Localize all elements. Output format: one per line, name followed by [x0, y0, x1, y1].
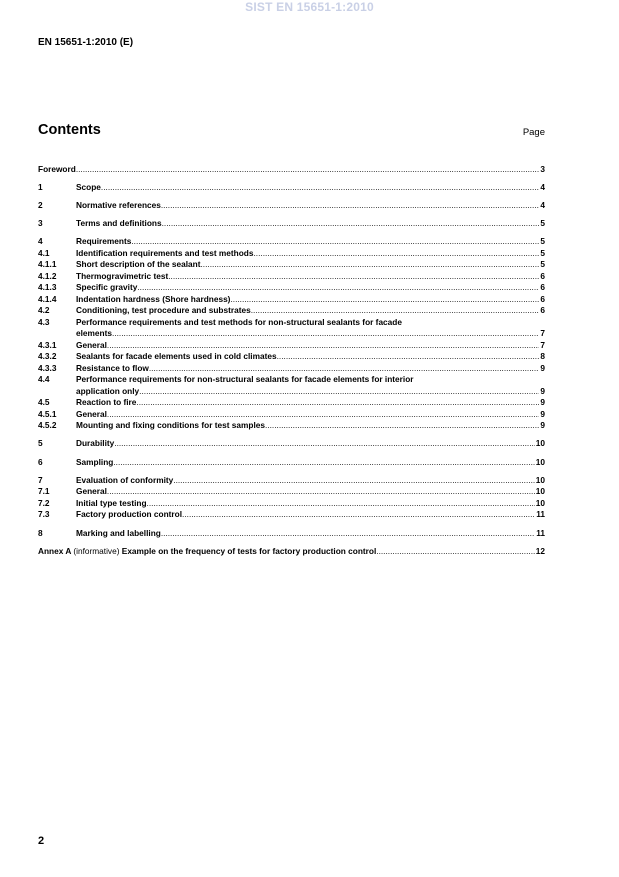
- leader-dots: [161, 528, 535, 539]
- toc-entry-number: 4.2: [38, 305, 50, 316]
- toc-entry-number: 4.1.2: [38, 270, 57, 281]
- toc-entry-number: 5: [38, 438, 43, 449]
- toc-entry-page: 4: [540, 181, 545, 192]
- toc-entry-page: 5: [540, 247, 545, 258]
- toc-entry-page: 6: [540, 305, 545, 316]
- toc-entry[interactable]: [38, 527, 545, 539]
- toc-entry-page: 10: [535, 438, 545, 449]
- leader-dots: [182, 509, 535, 520]
- document-reference: EN 15651-1:2010 (E): [38, 37, 134, 48]
- toc-entry[interactable]: [38, 397, 545, 409]
- toc-entry-title: application only: [76, 385, 140, 396]
- toc-entry-page: 10: [535, 497, 545, 508]
- toc-entry[interactable]: [38, 293, 545, 305]
- leader-dots: [277, 351, 540, 362]
- toc-entry-title: General: [76, 408, 107, 419]
- toc-entry-number: 1: [38, 181, 43, 192]
- toc-entry-title: Short description of the sealant: [76, 259, 201, 270]
- leader-dots: [107, 340, 539, 351]
- leader-dots: [147, 498, 535, 509]
- toc-entry[interactable]: [38, 474, 545, 486]
- toc-entry[interactable]: [38, 270, 545, 282]
- toc-entry-page: 9: [540, 420, 545, 431]
- leader-dots: [200, 259, 539, 270]
- toc-entry-title: Identification requirements and test methods: [76, 247, 254, 258]
- toc-entry-title: Durability: [76, 438, 115, 449]
- page-number: 2: [38, 835, 45, 847]
- toc-entry-page: 5: [540, 259, 545, 270]
- toc-entry-page: 12: [535, 545, 545, 556]
- toc-entry-title: elements: [76, 328, 112, 339]
- toc-entry-title: Resistance to flow: [76, 362, 149, 373]
- leader-dots: [131, 236, 539, 247]
- toc-entry-page: 10: [535, 456, 545, 467]
- toc-entry-title: Thermogravimetric test: [76, 270, 169, 281]
- toc-entry-page: 8: [540, 351, 545, 362]
- toc-entry[interactable]: [38, 456, 545, 468]
- annex-informative-note: (informative): [73, 545, 120, 556]
- toc-entry-number: 2: [38, 199, 43, 210]
- toc-entry-number: 4.3.3: [38, 362, 57, 373]
- toc-entry-title: Evaluation of conformity: [76, 474, 174, 485]
- toc-entry-page: 11: [536, 509, 545, 520]
- toc-entry-page: 9: [540, 362, 545, 373]
- leader-dots: [254, 248, 540, 259]
- leader-dots: [149, 363, 540, 374]
- toc-entry-page: 10: [535, 474, 545, 485]
- toc-entry-title: Sampling: [76, 456, 114, 467]
- toc-entry-title: Terms and definitions: [76, 218, 162, 229]
- leader-dots: [136, 397, 539, 408]
- toc-entry-page: 10: [535, 486, 545, 497]
- leader-dots: [162, 218, 540, 229]
- toc-entry-title-line1: Performance requirements and test methods for non-structural sealants for facade: [76, 316, 402, 327]
- toc-entry-foreword[interactable]: [38, 163, 545, 175]
- watermark: SIST EN 15651-1:2010: [245, 0, 374, 14]
- toc-entry-number: 4.1.3: [38, 282, 57, 293]
- toc-entry[interactable]: [38, 199, 545, 211]
- toc-entry[interactable]: [38, 305, 545, 317]
- toc-entry[interactable]: [38, 362, 545, 374]
- toc-entry[interactable]: [38, 218, 545, 230]
- toc-entry-number: 3: [38, 218, 43, 229]
- leader-dots: [251, 305, 540, 316]
- toc-entry-multiline[interactable]: [38, 374, 545, 397]
- toc-entry-number: 7: [38, 474, 43, 485]
- toc-entry-number: 6: [38, 456, 43, 467]
- toc-entry-title: Factory production control: [76, 509, 183, 520]
- leader-dots: [113, 457, 534, 468]
- toc-entry[interactable]: [38, 339, 545, 351]
- toc-entry-page: 9: [540, 385, 545, 396]
- toc-entry-number: 4.4: [38, 374, 50, 385]
- toc-entry-title-line1: Performance requirements for non-structural sealants for facade elements for interior: [76, 374, 414, 385]
- toc-entry-page: 5: [540, 236, 545, 247]
- toc-entry-page: 6: [540, 270, 545, 281]
- leader-dots: [265, 420, 539, 431]
- toc-entry-number: 7.1: [38, 486, 50, 497]
- toc-entry-number: 8: [38, 527, 43, 538]
- toc-entry-number: 4.5: [38, 397, 50, 408]
- toc-entry[interactable]: [38, 181, 545, 193]
- toc-entry[interactable]: [38, 486, 545, 498]
- toc-entry-number: 4.1: [38, 247, 50, 258]
- leader-dots: [168, 271, 539, 282]
- toc-entry-page: 6: [540, 282, 545, 293]
- leader-dots: [76, 164, 540, 175]
- annex-title: Example on the frequency of tests for factory production control: [121, 545, 377, 556]
- toc-entry[interactable]: [38, 351, 545, 363]
- toc-entry-title: Scope: [76, 181, 101, 192]
- leader-dots: [137, 282, 539, 293]
- toc-entry[interactable]: [38, 408, 545, 420]
- toc-entry-title: Sealants for facade elements used in cold climates: [76, 351, 277, 362]
- toc-entry-number: 4.3.2: [38, 351, 57, 362]
- toc-entry-title: General: [76, 486, 107, 497]
- leader-dots: [107, 486, 535, 497]
- toc-entry-number: 4.1.4: [38, 293, 57, 304]
- toc-entry-number: 4.3.1: [38, 339, 57, 350]
- leader-dots: [114, 438, 535, 449]
- toc-entry-page: 3: [540, 163, 545, 174]
- leader-dots: [107, 409, 539, 420]
- toc-entry-title: Foreword: [38, 163, 76, 174]
- toc-entry[interactable]: [38, 509, 545, 521]
- toc-entry-title: Indentation hardness (Shore hardness): [76, 293, 231, 304]
- toc-entry-title: General: [76, 339, 107, 350]
- contents-title: Contents: [38, 122, 101, 138]
- toc-entry-title: Specific gravity: [76, 282, 138, 293]
- toc-entry-page: 7: [540, 328, 545, 339]
- toc-entry-title: Mounting and fixing conditions for test samples: [76, 420, 265, 431]
- toc-entry-title: Normative references: [76, 199, 161, 210]
- toc-entry[interactable]: [38, 497, 545, 509]
- annex-label: Annex A: [38, 545, 72, 556]
- leader-dots: [112, 328, 539, 339]
- toc-entry[interactable]: [38, 259, 545, 271]
- toc-entry-page: 7: [540, 339, 545, 350]
- toc-entry[interactable]: [38, 438, 545, 450]
- toc-entry-title: Reaction to fire: [76, 397, 137, 408]
- toc-entry-number: 4.5.1: [38, 408, 57, 419]
- toc-entry-page: 6: [540, 293, 545, 304]
- toc-entry-number: 7.3: [38, 509, 50, 520]
- toc-entry[interactable]: [38, 236, 545, 248]
- toc-entry[interactable]: [38, 247, 545, 259]
- leader-dots: [161, 200, 540, 211]
- toc-entry-number: 7.2: [38, 497, 50, 508]
- toc-entry-title: Conditioning, test procedure and substrates: [76, 305, 251, 316]
- toc-entry-title: Requirements: [76, 236, 132, 247]
- leader-dots: [101, 182, 539, 193]
- leader-dots: [173, 475, 535, 486]
- toc-entry[interactable]: [38, 282, 545, 294]
- toc-entry-page: 9: [540, 408, 545, 419]
- toc-entry-number: 4: [38, 236, 43, 247]
- toc-entry-annex-a[interactable]: [38, 545, 545, 557]
- toc-entry-title: Marking and labelling: [76, 527, 161, 538]
- leader-dots: [139, 386, 539, 397]
- toc-entry-number: 4.5.2: [38, 420, 57, 431]
- toc-entry-number: 4.1.1: [38, 259, 57, 270]
- toc-entry-multiline[interactable]: [38, 316, 545, 339]
- toc-entry-page: 4: [540, 199, 545, 210]
- toc-entry-number: 4.3: [38, 316, 50, 327]
- toc-entry-title: Initial type testing: [76, 497, 147, 508]
- leader-dots: [376, 546, 535, 557]
- toc-entry-page: 5: [540, 218, 545, 229]
- toc-entry[interactable]: [38, 420, 545, 432]
- toc-entry-page: 11: [536, 527, 545, 538]
- page-column-label: Page: [522, 127, 545, 138]
- table-of-contents: [38, 163, 545, 557]
- leader-dots: [230, 294, 539, 305]
- toc-entry-page: 9: [540, 397, 545, 408]
